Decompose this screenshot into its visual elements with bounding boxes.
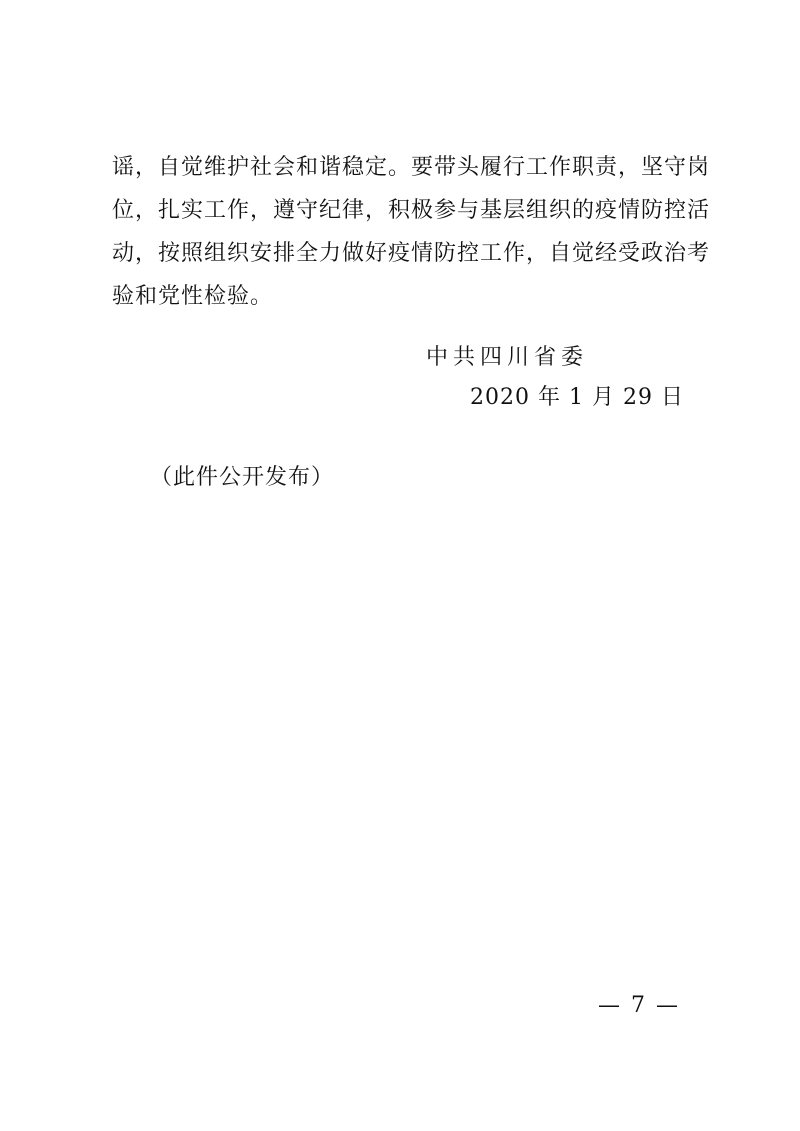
body-paragraph xyxy=(112,146,712,318)
page-number: — 7 — xyxy=(598,993,680,1018)
issuer-signature: 中共四川省委 xyxy=(426,345,589,370)
publication-notice: （此件公开发布） xyxy=(150,465,335,490)
issue-date: 2020 年 1 月 29 日 xyxy=(470,385,684,410)
paragraph-line: 位，扎实工作，遵守纪律，积极参与基层组织的疫情防控活 xyxy=(112,198,711,223)
paragraph-line: 谣，自觉维护社会和谐稳定。要带头履行工作职责，坚守岗 xyxy=(112,155,711,180)
paragraph-line: 动，按照组织安排全力做好疫情防控工作，自觉经受政治考 xyxy=(112,241,711,266)
paragraph-line: 验和党性检验。 xyxy=(112,284,274,309)
